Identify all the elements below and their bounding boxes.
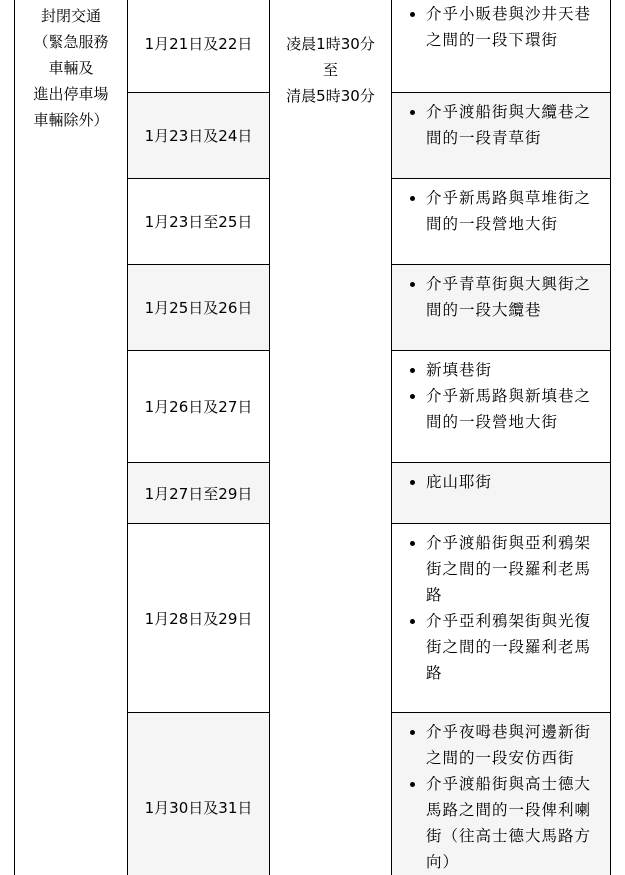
closure-type-line: 封閉交通 [40, 7, 101, 25]
location-line: 街之間的一段羅利老馬 [426, 638, 592, 656]
location-item [426, 608, 604, 686]
location-list [392, 719, 604, 875]
location-line: 街之間的一段羅利老馬 [426, 560, 592, 578]
time-line: 至 [322, 61, 338, 79]
road-closure-table [14, 0, 611, 875]
location-line: • 介乎渡船街與高士德大 [426, 775, 592, 793]
location-list [392, 185, 604, 237]
time-line: 凌晨1時30分 [286, 35, 375, 53]
location-line: • 介乎新馬路與草堆街之 [426, 189, 592, 207]
location-line: • 介乎夜呣巷與河邊新街 [426, 723, 592, 741]
location-line: 間的一段營地大街 [426, 413, 559, 431]
closure-type-line: 車輛及 [48, 59, 94, 77]
location-cell [392, 713, 611, 875]
location-line: 向） [426, 853, 460, 871]
location-cell [392, 351, 611, 463]
location-line: • 庇山耶街 [426, 473, 493, 491]
time-line: 清晨5時30分 [286, 87, 375, 105]
location-line: 間的一段營地大街 [426, 215, 559, 233]
date-cell: 1月21日及22日 [128, 0, 270, 93]
location-line: • 介乎新馬路與新填巷之 [426, 387, 592, 405]
location-cell [392, 463, 611, 524]
location-item [426, 1, 604, 53]
location-line: • 新填巷街 [426, 361, 493, 379]
location-cell [392, 93, 611, 179]
closure-type-cell [15, 0, 128, 875]
location-list [392, 271, 604, 323]
location-list [392, 1, 604, 53]
location-line: • 介乎小販巷與沙井天巷 [426, 5, 592, 23]
closure-type-line: （緊急服務 [33, 33, 109, 51]
location-item [426, 99, 604, 151]
location-line: • 介乎渡船街與亞利鴉架 [426, 534, 592, 552]
location-line: 馬路之間的一段俾利喇 [426, 801, 592, 819]
table-row [15, 0, 611, 93]
location-list [392, 530, 604, 686]
location-list [392, 99, 604, 151]
location-line: 路 [426, 586, 443, 604]
location-cell [392, 179, 611, 265]
location-line: 之間的一段下環街 [426, 31, 559, 49]
location-list [392, 357, 604, 435]
location-line: 街（往高士德大馬路方 [426, 827, 592, 845]
location-cell [392, 265, 611, 351]
location-line: 間的一段大纜巷 [426, 301, 542, 319]
date-cell: 1月23日及24日 [128, 93, 270, 179]
location-item [426, 719, 604, 771]
location-item [426, 469, 604, 495]
location-line: • 介乎亞利鴉架街與光復 [426, 612, 592, 630]
location-item [426, 271, 604, 323]
location-item [426, 771, 604, 875]
location-item [426, 357, 604, 383]
location-item [426, 530, 604, 608]
location-cell [392, 0, 611, 93]
location-line: 路 [426, 664, 443, 682]
closure-type-line: 車輛除外） [33, 111, 109, 129]
date-cell: 1月26日及27日 [128, 351, 270, 463]
location-list [392, 469, 604, 495]
date-cell: 1月30日及31日 [128, 713, 270, 875]
location-line: • 介乎青草街與大興街之 [426, 275, 592, 293]
date-cell: 1月25日及26日 [128, 265, 270, 351]
date-cell: 1月27日至29日 [128, 463, 270, 524]
closure-type-line: 進出停車場 [33, 85, 109, 103]
location-cell [392, 524, 611, 713]
date-cell: 1月23日至25日 [128, 179, 270, 265]
time-cell [270, 0, 392, 875]
location-line: • 介乎渡船街與大纜巷之 [426, 103, 592, 121]
location-line: 間的一段青草街 [426, 129, 542, 147]
location-line: 之間的一段安仿西街 [426, 749, 575, 767]
date-cell: 1月28日及29日 [128, 524, 270, 713]
location-item [426, 383, 604, 435]
location-item [426, 185, 604, 237]
